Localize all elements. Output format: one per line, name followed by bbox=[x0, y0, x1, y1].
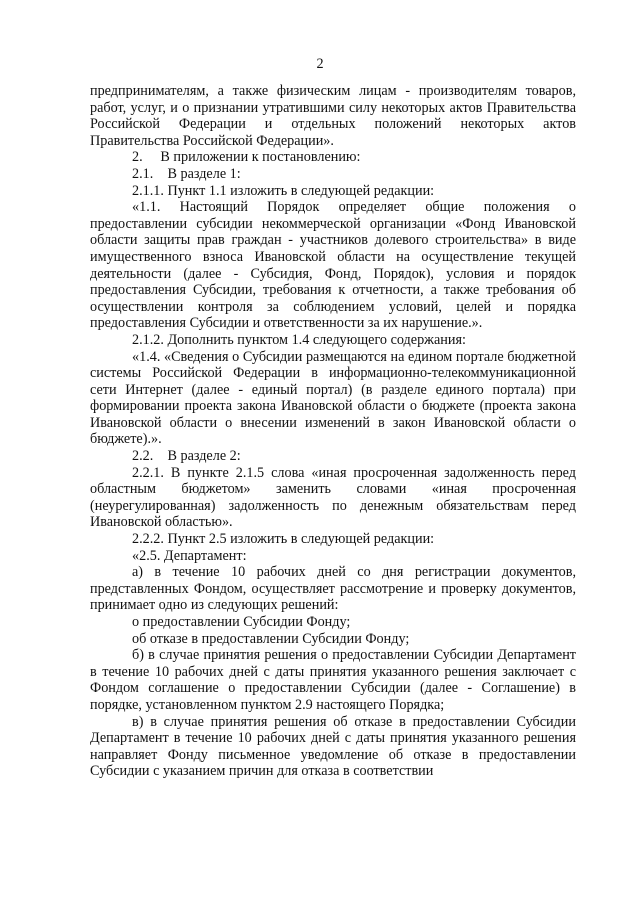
paragraph-subclause-a: а) в течение 10 рабочих дней со дня регистрации документов, представленных Фондом, осуществляет рассмотрение и проверку документов, принимает одно из следующих решений: bbox=[90, 564, 576, 614]
paragraph-clause-2-5: «2.5. Департамент: bbox=[132, 547, 247, 564]
paragraph-item-2-2: 2.2. В разделе 2: bbox=[132, 448, 241, 465]
paragraph-decision-refuse: об отказе в предоставлении Субсидии Фонду; bbox=[132, 630, 410, 647]
paragraph-item-2-1-2: 2.1.2. Дополнить пунктом 1.4 следующего содержания: bbox=[132, 331, 466, 348]
paragraph-item-2-2-2: 2.2.2. Пункт 2.5 изложить в следующей редакции: bbox=[132, 531, 435, 548]
paragraph-item-2-1-1: 2.1.1. Пункт 1.1 изложить в следующей редакции: bbox=[132, 182, 435, 199]
paragraph-clause-1-1: «1.1. Настоящий Порядок определяет общие положения о предоставлении субсидии некоммерческой организации «Фонд Ивановской области защиты прав граждан - участников долевого строительства» в виде имущественного взноса Ивановской области на осуществление текущей деятельности (далее - Субсидия, Фонд, Порядок), условия и порядок предоставления Субсидии, требования к отчетности, а также требования об осуществлении контроля за соблюдением условий, целей и порядка предоставления Субсидии и ответственности за их нарушение.». bbox=[90, 199, 576, 332]
paragraph-item-2-1: 2.1. В разделе 1: bbox=[132, 165, 241, 182]
paragraph-clause-1-4: «1.4. «Сведения о Субсидии размещаются на едином портале бюджетной системы Российской Федерации в информационно-телекоммуникационной сети Интернет (далее - единый портал) (в разделе единого портала) при формировании проекта закона Ивановской области о бюджете (проекта закона Ивановской области о внесении изменений в закон Ивановской области о бюджете).». bbox=[90, 348, 576, 448]
page-number: 2 bbox=[316, 56, 324, 72]
paragraph-intro-continuation: предпринимателям, а также физическим лицам - производителям товаров, работ, услуг, и о признании утратившими силу некоторых актов Правительства Российской Федерации и отдельных положений некоторых актов Правительства Российской Федерации». bbox=[90, 83, 576, 149]
paragraph-item-2-2-1: 2.2.1. В пункте 2.1.5 слова «иная просроченная задолженность перед областным бюджетом» заменить словами «иная просроченная (неурегулированная) задолженность по денежным обязательствам перед Ивановской областью». bbox=[90, 464, 576, 531]
paragraph-subclause-v: в) в случае принятия решения об отказе в предоставлении Субсидии Департамент в течение 10 рабочих дней с даты принятия указанного решения направляет Фонду письменное уведомление об отказе в предоставлении Субсидии с указанием причин для отказа в соответствии bbox=[90, 713, 576, 780]
document-body bbox=[90, 83, 576, 780]
paragraph-item-2: 2. В приложении к постановлению: bbox=[132, 149, 361, 166]
paragraph-decision-grant: о предоставлении Субсидии Фонду; bbox=[132, 614, 351, 630]
paragraph-subclause-b: б) в случае принятия решения о предоставлении Субсидии Департамент в течение 10 рабочих дней с даты принятия указанного решения заключает с Фондом соглашение о предоставлении Субсидии (далее - Соглашение) в порядке, установленном пунктом 2.9 настоящего Порядка; bbox=[90, 647, 576, 713]
